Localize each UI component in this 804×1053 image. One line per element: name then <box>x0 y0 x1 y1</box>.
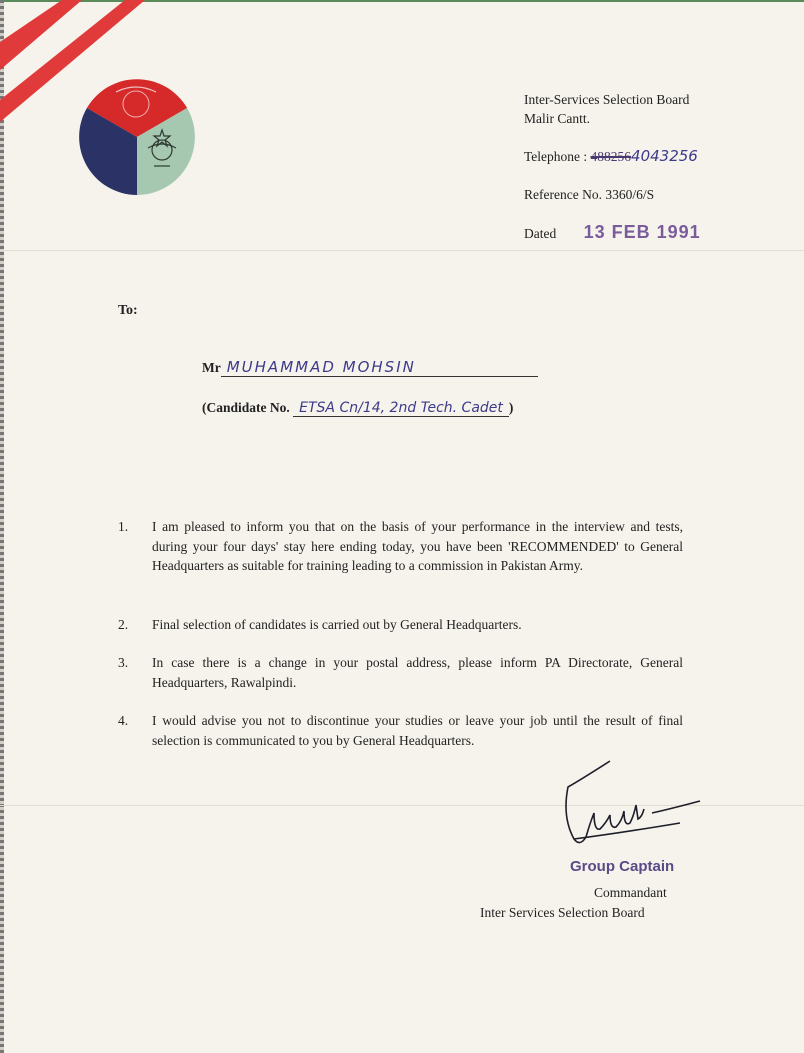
reference-number: Reference No. 3360/6/S <box>524 187 655 202</box>
telephone-old: 488256 <box>590 149 632 164</box>
candidate-number: ETSA Cn/14, 2nd Tech. Cadet <box>293 400 509 417</box>
paragraph-text: I would advise you not to discontinue your studies or leave your job until the result of final selection is communicated to you by General Headquarters. <box>152 713 683 748</box>
handwritten-signature <box>560 757 710 852</box>
fold-line <box>0 250 804 251</box>
paragraph-1 <box>118 517 683 576</box>
sender-address <box>524 90 701 243</box>
org-name: Inter-Services Selection Board <box>524 92 690 107</box>
paragraph-2 <box>118 615 683 635</box>
mr-label: Mr <box>202 360 221 375</box>
telephone-label: Telephone : <box>524 149 588 164</box>
paragraph-number: 2. <box>118 617 129 632</box>
binding-edge <box>0 0 4 1053</box>
signatory-organization: Inter Services Selection Board <box>480 905 645 920</box>
date-stamp: 13 FEB 1991 <box>583 222 701 242</box>
recipient-name: MUHAMMAD MOHSIN <box>221 358 538 377</box>
candidate-number-line <box>202 400 513 417</box>
paragraph-3 <box>118 653 683 692</box>
rank-stamp: Group Captain <box>570 858 675 875</box>
telephone-handwritten: 4043256 <box>631 147 698 165</box>
recipient-name-line <box>202 358 538 377</box>
dated-label: Dated <box>524 226 557 241</box>
to-label: To: <box>118 303 138 318</box>
paragraph-text: I am pleased to inform you that on the basis of your performance in the interview and tests, during your four days' stay here ending today, you have been 'RECOMMENDED' to General Headquarters as suitable for training leading to a commission in Pakistan Army. <box>152 519 683 573</box>
paragraph-number: 3. <box>118 655 129 670</box>
paragraph-4 <box>118 711 683 750</box>
issb-emblem-logo <box>78 78 196 196</box>
paragraph-text: In case there is a change in your postal address, please inform PA Directorate, General Headquarters, Rawalpindi. <box>152 655 683 690</box>
paragraph-number: 4. <box>118 713 129 728</box>
candidate-label: (Candidate No. <box>202 400 290 415</box>
paragraph-number: 1. <box>118 519 129 534</box>
candidate-close: ) <box>508 400 514 415</box>
org-location: Malir Cantt. <box>524 111 590 126</box>
telephone-line <box>524 147 701 166</box>
paragraph-text: Final selection of candidates is carried out by General Headquarters. <box>152 617 522 632</box>
date-line <box>524 223 701 243</box>
signatory-title: Commandant <box>594 885 667 900</box>
